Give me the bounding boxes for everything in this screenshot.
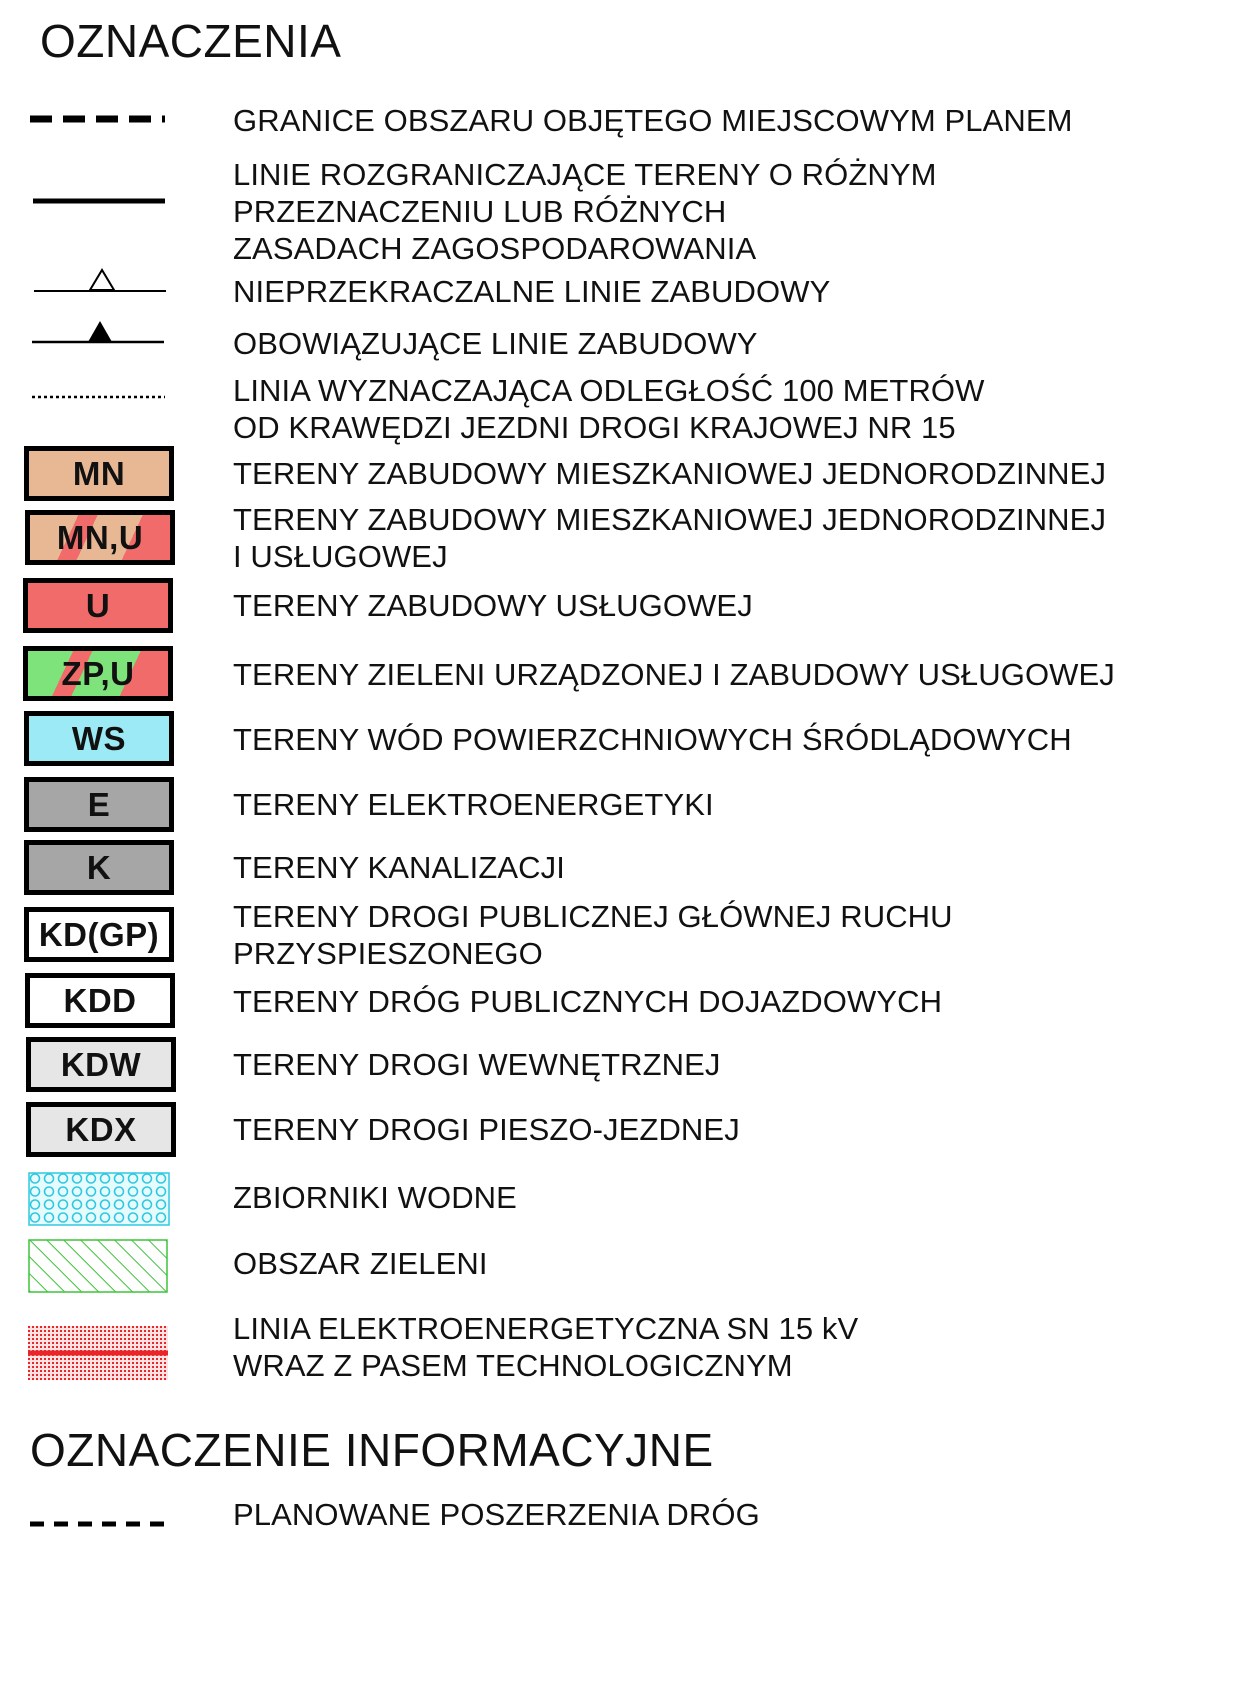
zone-kd-gp-swatch: KD(GP): [24, 907, 174, 962]
legend-label-mn-u: TERENY ZABUDOWY MIESZKANIOWEJ JEDNORODZINNEJ I USŁUGOWEJ: [233, 502, 1107, 574]
legend-label-k: TERENY KANALIZACJI: [233, 850, 565, 885]
zone-k-swatch: K: [24, 840, 174, 895]
legend-label-mandatory: OBOWIĄZUJĄCE LINIE ZABUDOWY: [233, 326, 758, 361]
zone-kdd-swatch: KDD: [25, 973, 175, 1028]
legend-label-kdd: TERENY DRÓG PUBLICZNYCH DOJAZDOWYCH: [233, 984, 943, 1019]
legend-label-green-area: OBSZAR ZIELENI: [233, 1246, 488, 1281]
water-reservoir-pattern-icon: [28, 1172, 170, 1226]
legend-label-mn: TERENY ZABUDOWY MIESZKANIOWEJ JEDNORODZINNEJ: [233, 456, 1107, 491]
legend-label-kdw: TERENY DROGI WEWNĘTRZNEJ: [233, 1047, 721, 1082]
zone-u-swatch: U: [23, 578, 173, 633]
legend-label-kd-gp: TERENY DROGI PUBLICZNEJ GŁÓWNEJ RUCHU PRZYSPIESZONEGO: [233, 899, 953, 971]
info-title: OZNACZENIE INFORMACYJNE: [30, 1424, 714, 1476]
legend-label-ws: TERENY WÓD POWIERZCHNIOWYCH ŚRÓDLĄDOWYCH: [233, 722, 1072, 757]
legend-label-100m-line: LINIA WYZNACZAJĄCA ODLEGŁOŚĆ 100 METRÓW OD KRAWĘDZI JEZDNI DROGI KRAJOWEJ NR 15: [233, 373, 985, 445]
legend-label-zp-u: TERENY ZIELENI URZĄDZONEJ I ZABUDOWY USŁUGOWEJ: [233, 657, 1115, 692]
zone-mn-swatch: MN: [24, 446, 174, 501]
legend-label-water-reservoirs: ZBIORNIKI WODNE: [233, 1180, 517, 1215]
green-area-hatch-icon: [28, 1239, 168, 1293]
zone-e-swatch: E: [24, 777, 174, 832]
legend-title: OZNACZENIA: [40, 15, 342, 67]
legend-label-e: TERENY ELEKTROENERGETYKI: [233, 787, 714, 822]
dashed-line-icon: [30, 112, 165, 126]
dotted-line-icon: [32, 394, 165, 400]
info-label-planned-widening: PLANOWANE POSZERZENIA DRÓG: [233, 1497, 760, 1532]
zone-kdx-swatch: KDX: [26, 1102, 176, 1157]
open-triangle-line-icon: [34, 266, 166, 296]
legend-label-kdx: TERENY DROGI PIESZO-JEZDNEJ: [233, 1112, 740, 1147]
filled-triangle-line-icon: [32, 318, 164, 348]
legend-label-demarcation: LINIE ROZGRANICZAJĄCE TERENY O RÓŻNYM PRZEZNACZENIU LUB RÓŻNYCH ZASADACH ZAGOSPODAROWANIA: [233, 157, 937, 266]
zone-mn-u-swatch: MN,U: [25, 510, 175, 565]
zone-zp-u-swatch: ZP,U: [23, 646, 173, 701]
zone-kdw-swatch: KDW: [26, 1037, 176, 1092]
legend-label-power-line: LINIA ELEKTROENERGETYCZNA SN 15 kV WRAZ Z PASEM TECHNOLOGICZNYM: [233, 1311, 859, 1383]
power-line-sn-icon: [28, 1326, 168, 1380]
legend-label-u: TERENY ZABUDOWY USŁUGOWEJ: [233, 588, 753, 623]
legend-label-non-exceedable: NIEPRZEKRACZALNE LINIE ZABUDOWY: [233, 274, 831, 309]
zone-ws-swatch: WS: [24, 711, 174, 766]
solid-line-icon: [33, 197, 165, 205]
legend-label-boundary: GRANICE OBSZARU OBJĘTEGO MIEJSCOWYM PLANEM: [233, 103, 1073, 138]
short-dashed-line-icon: [30, 1520, 165, 1528]
